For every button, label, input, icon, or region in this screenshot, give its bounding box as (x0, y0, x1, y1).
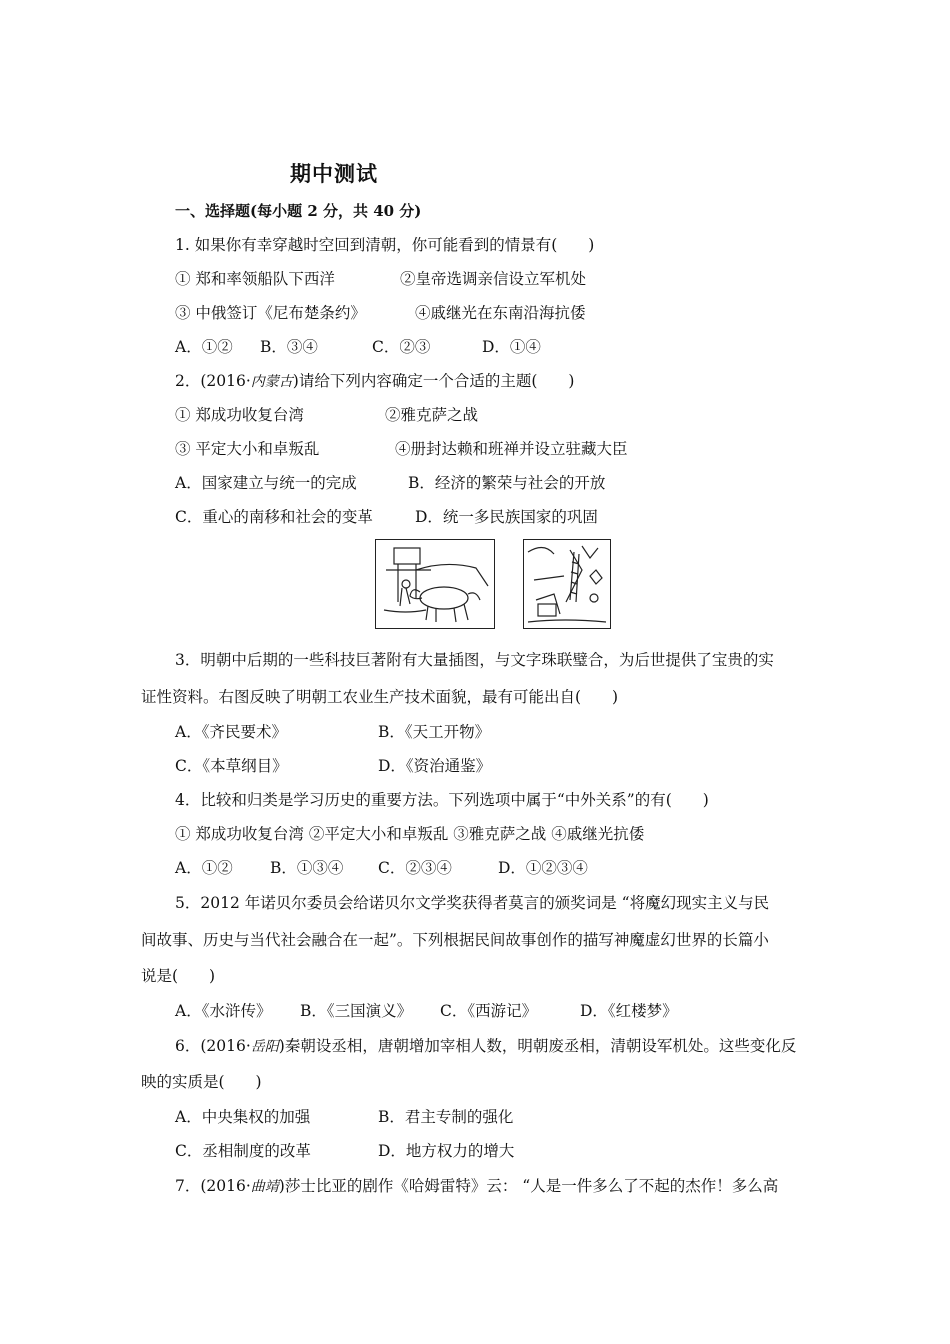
question-1-stem: 1. 如果你有幸穿越时空回到清朝，你可能看到的情景有( ) (175, 236, 595, 254)
question-2-item-4: ④册封达赖和班禅并设立驻藏大臣 (395, 440, 628, 458)
ox-plough-illustration (375, 539, 495, 629)
question-4-option-b: B．①③④ (270, 859, 344, 877)
question-4-items: ① 郑成功收复台湾 ②平定大小和卓叛乱 ③雅克萨之战 ④戚继光抗倭 (175, 825, 645, 843)
question-5-stem-line-2: 间故事、历史与当代社会融合在一起”。下列根据民间故事创作的描写神魔虚幻世界的长篇小 (141, 931, 769, 949)
question-3-option-c: C．《本草纲目》 (175, 757, 288, 775)
question-3-stem-line-2: 证性资料。右图反映了明朝工农业生产技术面貌，最有可能出自( ) (141, 688, 619, 706)
question-7-source: 曲靖 (250, 1179, 279, 1195)
question-6-number: 6．(2016· (175, 1037, 251, 1055)
question-2-option-a: A．国家建立与统一的完成 (175, 474, 357, 492)
mining-windlass-illustration (523, 539, 611, 629)
question-6-option-c: C．丞相制度的改革 (175, 1142, 311, 1160)
question-1-item-2: ②皇帝选调亲信设立军机处 (400, 270, 587, 288)
question-1-item-3: ③ 中俄签订《尼布楚条约》 (175, 304, 366, 322)
question-1-option-b: B．③④ (260, 338, 318, 356)
question-4-option-d: D．①②③④ (498, 859, 588, 877)
question-2-item-3: ③ 平定大小和卓叛乱 (175, 440, 320, 458)
question-7-number: 7．(2016· (175, 1177, 251, 1195)
question-6-text: )秦朝设丞相，唐朝增加宰相人数，明朝废丞相，清朝设军机处。这些变化反 (278, 1037, 797, 1055)
question-2-item-2: ②雅克萨之战 (385, 406, 479, 424)
question-6-stem-line-1 (175, 1036, 796, 1057)
question-5-stem-line-3: 说是( ) (141, 967, 216, 985)
question-1-item-4: ④戚继光在东南沿海抗倭 (415, 304, 586, 322)
question-2-number: 2．(2016· (175, 372, 251, 390)
question-2-text: )请给下列内容确定一个合适的主题( ) (292, 372, 575, 390)
question-3-stem-line-1: 3．明朝中后期的一些科技巨著附有大量插图，与文字珠联璧合，为后世提供了宝贵的实 (175, 651, 774, 669)
question-1-option-c: C．②③ (372, 338, 431, 356)
question-2-source: 内蒙古 (250, 374, 293, 390)
question-6-option-b: B．君主专制的强化 (378, 1108, 514, 1126)
page-title: 期中测试 (290, 161, 378, 186)
question-7-stem-line-1 (175, 1176, 778, 1197)
question-4-option-a: A．①② (175, 859, 233, 877)
question-2-option-d: D．统一多民族国家的巩固 (415, 508, 598, 526)
question-3-option-d: D．《资治通鉴》 (378, 757, 492, 775)
question-6-option-d: D．地方权力的增大 (378, 1142, 515, 1160)
ox-plough-drawing (376, 540, 494, 628)
question-2-option-c: C．重心的南移和社会的变革 (175, 508, 373, 526)
question-1-option-a: A．①② (175, 338, 233, 356)
question-6-source: 岳阳 (250, 1039, 279, 1055)
question-4-stem: 4．比较和归类是学习历史的重要方法。下列选项中属于“中外关系”的有( ) (175, 791, 709, 809)
question-2-stem (175, 371, 574, 392)
question-5-option-d: D．《红楼梦》 (580, 1002, 678, 1020)
section-heading: 一、选择题(每小题 2 分，共 40 分) (175, 202, 422, 220)
question-7-text: )莎士比亚的剧作《哈姆雷特》云： “人是一件多么了不起的杰作！多么高 (278, 1177, 779, 1195)
question-5-option-a: A．《水浒传》 (175, 1002, 272, 1020)
question-6-stem-line-2: 映的实质是( ) (141, 1073, 262, 1091)
question-3-option-a: A．《齐民要术》 (175, 723, 287, 741)
question-6-option-a: A．中央集权的加强 (175, 1108, 311, 1126)
question-5-option-b: B．《三国演义》 (300, 1002, 413, 1020)
question-1-option-d: D．①④ (482, 338, 541, 356)
mining-windlass-drawing (524, 540, 610, 628)
question-3-option-b: B．《天工开物》 (378, 723, 491, 741)
question-5-stem-line-1: 5．2012 年诺贝尔委员会给诺贝尔文学奖获得者莫言的颁奖词是 “将魔幻现实主义与民 (175, 894, 770, 912)
question-2-option-b: B．经济的繁荣与社会的开放 (408, 474, 606, 492)
question-5-option-c: C．《西游记》 (440, 1002, 538, 1020)
question-1-item-1: ① 郑和率领船队下西洋 (175, 270, 335, 288)
question-2-item-1: ① 郑成功收复台湾 (175, 406, 304, 424)
question-4-option-c: C．②③④ (378, 859, 452, 877)
